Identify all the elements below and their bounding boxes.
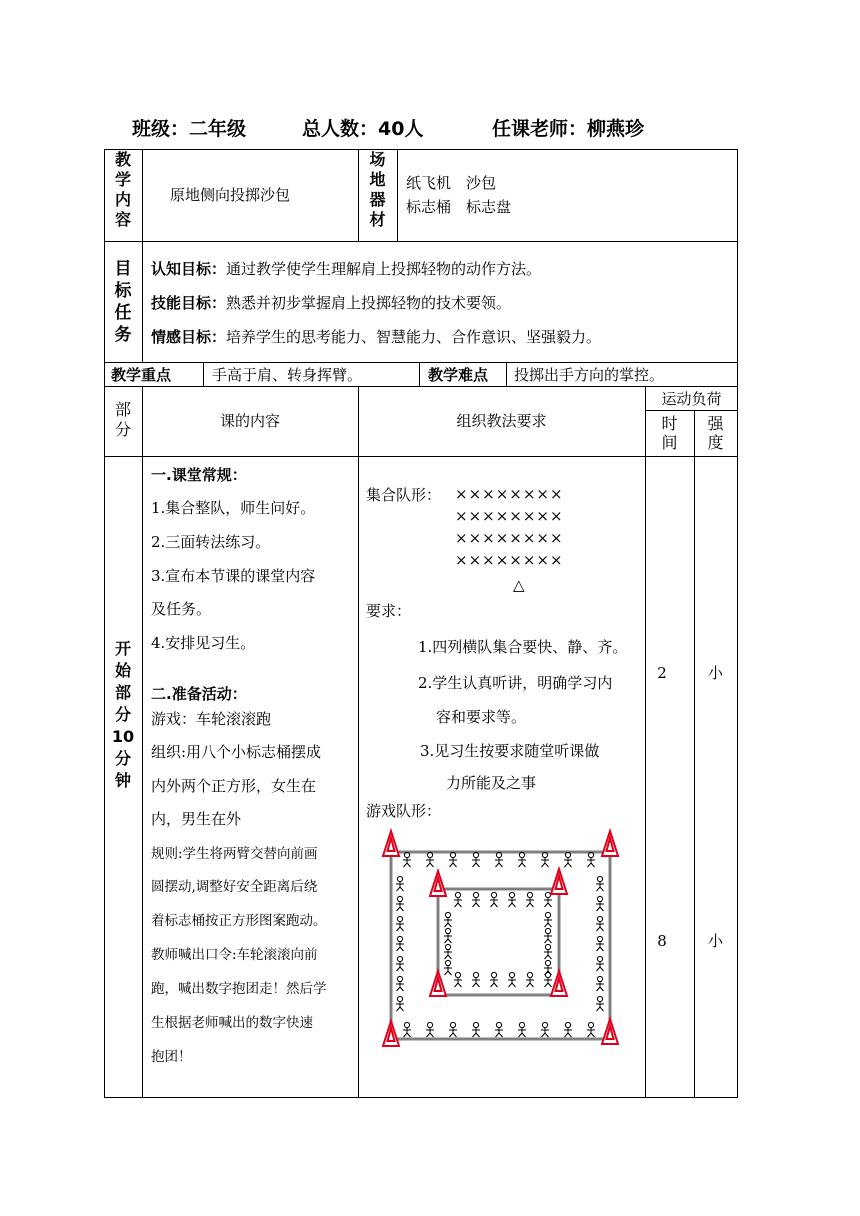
- student-icon: [587, 1022, 595, 1037]
- student-icon: [541, 852, 549, 867]
- equipment-label: 场 地 器 材: [369, 150, 386, 229]
- routine-item-3a: 3.宣布本节课的课堂内容: [151, 567, 316, 585]
- cone-icon: [551, 869, 567, 894]
- student-icon: [449, 852, 457, 867]
- load-header: 运动负荷: [661, 390, 722, 408]
- total-students-label: 总人数：40人: [302, 118, 424, 140]
- time-value-1: 2: [657, 664, 667, 682]
- outer-square: [391, 852, 610, 1039]
- student-icon: [426, 852, 434, 867]
- key-point-label: 教学重点: [111, 366, 172, 384]
- student-icon: [596, 916, 604, 931]
- difficulty-value: 投掷出手方向的掌控。: [514, 366, 665, 384]
- content-header: 课的内容: [219, 412, 280, 430]
- student-icon: [596, 996, 604, 1011]
- routine-title: 一.课堂常规：: [151, 466, 247, 484]
- student-icon: [396, 996, 404, 1011]
- student-icon: [396, 876, 404, 891]
- rules-5: 跑，喊出数字抱团走！然后学: [151, 981, 327, 997]
- routine-item-2: 2.三面转法练习。: [151, 533, 271, 551]
- rules-6: 生根据老师喊出的数字快速: [151, 1015, 313, 1031]
- requirement-3b: 力所能及之事: [446, 774, 537, 792]
- student-icon: [472, 892, 480, 907]
- student-icon: [541, 1022, 549, 1037]
- time-value-2: 8: [657, 932, 667, 950]
- class-label: 班级：二年级: [132, 118, 247, 140]
- intensity-value-1: 小: [707, 664, 723, 682]
- content-label: 教 学 内 容: [114, 150, 131, 229]
- intensity-value-2: 小: [707, 932, 723, 950]
- student-icon: [403, 852, 411, 867]
- student-icon: [596, 956, 604, 971]
- student-icon: [587, 852, 595, 867]
- student-icon: [490, 972, 498, 987]
- student-icon: [472, 852, 480, 867]
- student-icon: [596, 896, 604, 911]
- student-icon: [403, 1022, 411, 1037]
- warmup-game: 游戏：车轮滚滚跑: [151, 710, 272, 728]
- skill-objective: 技能目标：熟悉并初步掌握肩上投掷轻物的技术要领。: [151, 294, 512, 312]
- requirements-label: 要求：: [366, 602, 412, 620]
- student-icon: [544, 912, 552, 927]
- cognitive-objective: 认知目标：通过教学使学生理解肩上投掷轻物的动作方法。: [151, 260, 542, 278]
- key-point-value: 手高于肩、转身挥臂。: [212, 366, 363, 384]
- warmup-org-2: 内外两个正方形，女生在: [151, 777, 317, 795]
- routine-item-3b: 及任务。: [151, 600, 212, 618]
- student-icon: [544, 944, 552, 959]
- student-icon: [564, 1022, 572, 1037]
- student-icon: [444, 912, 452, 927]
- teacher-mark: △: [513, 576, 525, 594]
- formation-row-2: ××××××××: [455, 507, 564, 525]
- student-icon: [508, 892, 516, 907]
- student-icon: [444, 960, 452, 975]
- student-icon: [472, 1022, 480, 1037]
- rules-3: 着标志桶按正方形图案跑动。: [151, 913, 327, 929]
- student-icon: [396, 896, 404, 911]
- rules-1: 规则:学生将两臂交替向前画: [151, 846, 318, 862]
- content-value: 原地侧向投掷沙包: [170, 186, 291, 204]
- cone-icon: [383, 1021, 399, 1046]
- student-icon: [564, 852, 572, 867]
- student-icon: [596, 976, 604, 991]
- section-label: 开 始 部 分 10 分 钟: [111, 639, 135, 790]
- requirement-2b: 容和要求等。: [436, 708, 527, 726]
- formation-row-1: ××××××××: [455, 485, 564, 503]
- requirement-2a: 2.学生认真听讲，明确学习内: [418, 674, 613, 692]
- student-icon: [526, 892, 534, 907]
- method-header: 组织教法要求: [456, 412, 547, 430]
- requirement-3a: 3.见习生按要求随堂听课做: [420, 742, 600, 760]
- student-icon: [426, 1022, 434, 1037]
- part-header: 部 分: [114, 400, 131, 439]
- student-icon: [444, 944, 452, 959]
- student-icon: [596, 876, 604, 891]
- warmup-org-3: 内，男生在外: [151, 810, 242, 828]
- difficulty-label: 教学难点: [428, 366, 489, 384]
- students: [396, 852, 604, 1037]
- student-icon: [444, 928, 452, 943]
- rules-2: 圆摆动,调整好安全距离后绕: [151, 879, 318, 895]
- cone-icon: [430, 971, 446, 996]
- routine-item-4: 4.安排见习生。: [151, 634, 256, 652]
- student-icon: [449, 1022, 457, 1037]
- equipment-line-2: 标志桶 标志盘: [406, 198, 512, 216]
- cone-icon: [430, 871, 446, 896]
- student-icon: [495, 1022, 503, 1037]
- formation-row-4: ××××××××: [455, 551, 564, 569]
- student-icon: [396, 956, 404, 971]
- student-icon: [544, 928, 552, 943]
- student-icon: [518, 852, 526, 867]
- warmup-org-1: 组织:用八个小标志桶摆成: [151, 743, 322, 761]
- game-formation-label: 游戏队形：: [366, 802, 442, 820]
- student-icon: [472, 972, 480, 987]
- routine-item-1: 1.集合整队，师生问好。: [151, 499, 316, 517]
- cone-icon: [602, 831, 618, 856]
- cone-icon: [551, 971, 567, 996]
- student-icon: [490, 892, 498, 907]
- student-icon: [454, 972, 462, 987]
- warmup-title: 二.准备活动：: [151, 685, 247, 703]
- student-icon: [454, 892, 462, 907]
- rules-7: 抱团！: [151, 1049, 192, 1065]
- student-icon: [396, 936, 404, 951]
- student-icon: [526, 972, 534, 987]
- cone-icon: [602, 1019, 618, 1044]
- game-formation-diagram: [370, 822, 640, 1057]
- equipment-line-1: 纸飞机 沙包: [406, 174, 497, 192]
- student-icon: [518, 1022, 526, 1037]
- teacher-label: 任课老师：柳燕珍: [492, 118, 645, 140]
- time-header: 时 间: [661, 414, 678, 452]
- student-icon: [396, 976, 404, 991]
- intensity-header: 强 度: [707, 414, 724, 452]
- emotional-objective: 情感目标：培养学生的思考能力、智慧能力、合作意识、坚强毅力。: [151, 328, 602, 346]
- student-icon: [396, 916, 404, 931]
- student-icon: [596, 936, 604, 951]
- rules-4: 教师喊出口令:车轮滚滚向前: [151, 947, 318, 963]
- formation-row-3: ××××××××: [455, 529, 564, 547]
- student-icon: [495, 852, 503, 867]
- objectives-label: 目 标 任 务: [114, 259, 132, 345]
- requirement-1: 1.四列横队集合要快、静、齐。: [418, 638, 628, 656]
- student-icon: [508, 972, 516, 987]
- cone-icon: [383, 831, 399, 856]
- formation-label: 集合队形：: [366, 486, 442, 504]
